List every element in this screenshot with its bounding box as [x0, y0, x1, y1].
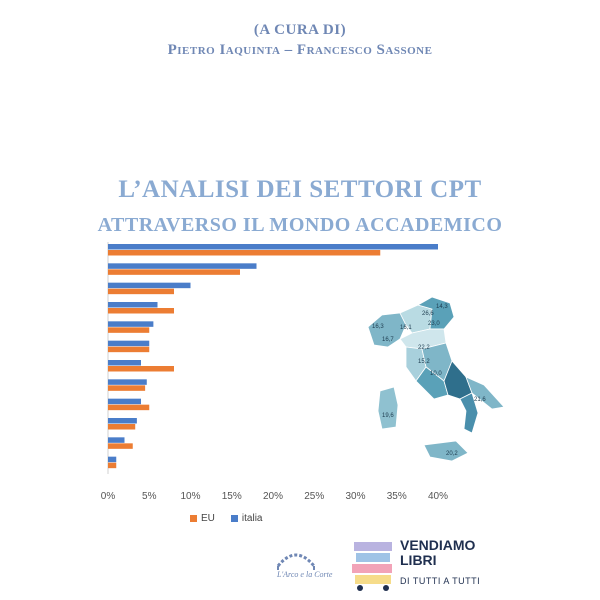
map-label: 22,2: [418, 345, 430, 351]
bar-eu-4: [108, 327, 149, 333]
map-label: 15,2: [418, 359, 430, 365]
map-label: 16,7: [382, 337, 394, 343]
x-tick-label: 30%: [345, 491, 366, 502]
bar-italia-7: [108, 379, 147, 385]
x-tick-label: 20%: [262, 491, 284, 502]
map-label: 21,6: [474, 397, 486, 403]
legend-eu-swatch: [190, 515, 197, 522]
x-tick-label: 25%: [304, 491, 325, 502]
legend-italia-swatch: [231, 515, 238, 522]
bar-italia-8: [108, 399, 141, 405]
x-tick-label: 5%: [142, 491, 157, 502]
x-tick-label: 35%: [386, 491, 407, 502]
bar-italia-3: [108, 302, 158, 308]
bar-italia-6: [108, 360, 141, 366]
map-label: 26,6: [422, 311, 434, 317]
map-label: 20,2: [446, 451, 458, 457]
publisher-name: L'Arco e la Corte: [277, 570, 333, 579]
editors-names: Pietro Iaquinta – Francesco Sassone: [167, 42, 433, 58]
bar-italia-11: [108, 457, 116, 463]
bar-eu-3: [108, 308, 174, 314]
legend-eu-label: EU: [201, 513, 215, 524]
bar-italia-2: [108, 283, 191, 289]
bar-italia-0: [108, 244, 438, 250]
x-tick-label: 10%: [180, 491, 201, 502]
bar-italia-4: [108, 321, 153, 327]
map-label: 19,6: [382, 413, 394, 419]
editors-label: (A CURA DI): [253, 22, 347, 38]
bar-italia-5: [108, 341, 149, 347]
brand-line1: VENDIAMO: [400, 537, 476, 553]
bar-eu-0: [108, 250, 380, 256]
x-tick-label: 40%: [427, 491, 449, 502]
bar-eu-8: [108, 405, 149, 411]
bar-eu-7: [108, 385, 145, 391]
map-label: 23,0: [428, 321, 440, 327]
map-label: 10,0: [430, 371, 442, 377]
x-tick-label: 0%: [100, 491, 116, 502]
bar-italia-10: [108, 437, 125, 443]
bar-eu-2: [108, 289, 174, 295]
brand-line2: LIBRI: [400, 552, 437, 568]
brand-tagline: DI TUTTI A TUTTI: [400, 576, 481, 586]
bar-eu-1: [108, 269, 240, 275]
x-tick-label: 15%: [221, 491, 242, 502]
map-label: 14,3: [436, 304, 448, 310]
chart-legend: [190, 513, 262, 524]
italy-map: [360, 295, 510, 465]
bar-eu-5: [108, 347, 149, 353]
book-title: L’ANALISI DEI SETTORI CPT: [118, 176, 482, 203]
map-label: 16,3: [372, 324, 384, 330]
bar-eu-10: [108, 443, 133, 449]
map-label: 16,1: [400, 325, 412, 331]
bar-italia-1: [108, 263, 257, 269]
bar-eu-11: [108, 463, 116, 469]
brand-title: [400, 538, 475, 568]
vendiamo-libri-icon: [352, 540, 396, 592]
map-region-sardinia: [378, 387, 398, 429]
book-subtitle: ATTRAVERSO IL MONDO ACCADEMICO: [97, 214, 503, 236]
bar-italia-9: [108, 418, 137, 424]
legend-italia-label: italia: [241, 513, 263, 524]
bar-eu-9: [108, 424, 135, 430]
bar-eu-6: [108, 366, 174, 372]
